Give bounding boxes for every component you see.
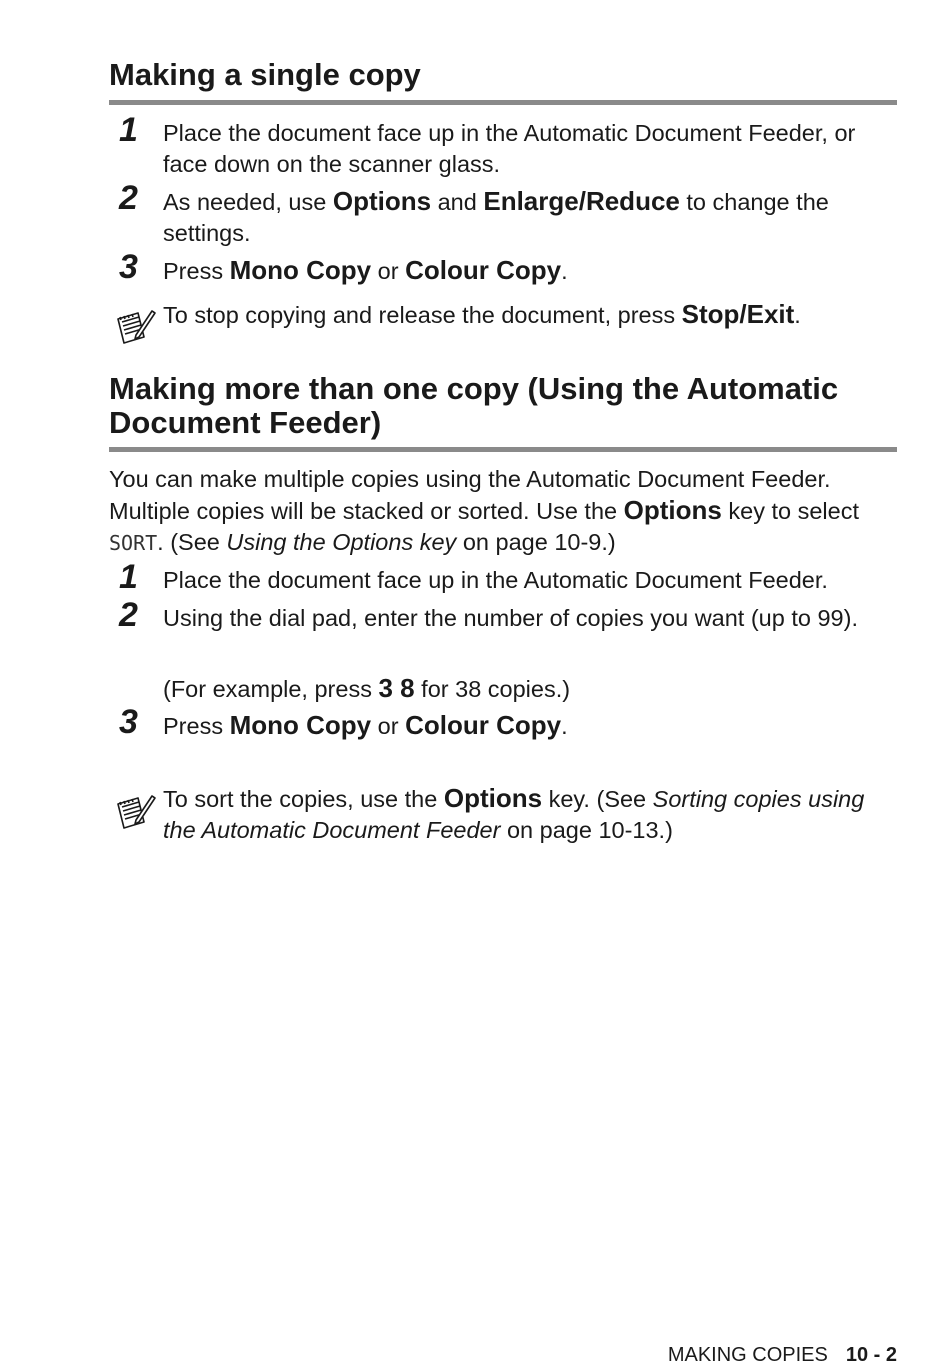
step-text: Press Mono Copy or Colour Copy. (163, 255, 568, 285)
page-number: 10 - 2 (845, 1344, 897, 1366)
step-number: 1 (119, 111, 138, 149)
lcd-text-sort: SORT (109, 531, 158, 555)
note-pad-icon (114, 790, 158, 834)
key-colour-copy: Colour Copy (405, 255, 562, 285)
key-enlarge-reduce: Enlarge/Reduce (483, 186, 680, 216)
step-number: 3 (119, 703, 138, 741)
page-footer (668, 1343, 897, 1367)
cross-reference: Sorting copies using the Automatic Document Feeder (163, 786, 865, 843)
note-pad-icon (114, 305, 158, 349)
note-text: To stop copying and release the document, press Stop/Exit. (163, 299, 801, 329)
step-text: Using the dial pad, enter the number of copies you want (up to 99). (163, 605, 858, 631)
key-options: Options (332, 186, 432, 216)
step-text: As needed, use Options and Enlarge/Reduce to change the settings. (163, 186, 829, 246)
chapter-title: MAKING COPIES (667, 1344, 828, 1366)
intro-paragraph: You can make multiple copies using the Automatic Document Feeder. Multiple copies will be stacked or sorted. Use the Options key to select SORT. (See Using the Options key on page 10-9.) (109, 466, 859, 555)
step-number: 3 (119, 248, 138, 286)
key-colour-copy: Colour Copy (405, 710, 562, 740)
step-text: Place the document face up in the Automatic Document Feeder. (163, 567, 828, 593)
note-text: To sort the copies, use the Options key. (See Sorting copies using the Automatic Document Feeder on page 10-13.) (163, 783, 865, 843)
step-number: 2 (119, 596, 138, 634)
section-heading-single-copy: Making a single copy (109, 57, 421, 92)
key-mono-copy: Mono Copy (229, 710, 372, 740)
step-text: Place the document face up in the Automatic Document Feeder, or face down on the scanner glass. (163, 120, 856, 177)
heading-rule (109, 447, 897, 452)
key-mono-copy: Mono Copy (229, 255, 372, 285)
step-number: 2 (119, 179, 138, 217)
key-options: Options (443, 783, 543, 813)
section-heading-multiple-copies: Making more than one copy (Using the Automatic Document Feeder) (109, 371, 839, 440)
step-text: Press Mono Copy or Colour Copy. (163, 710, 568, 740)
cross-reference: Using the Options key (226, 529, 457, 555)
key-sequence: 3 8 (378, 673, 415, 703)
step-number: 1 (119, 558, 138, 596)
key-options: Options (623, 495, 722, 525)
heading-rule (109, 100, 897, 105)
example-text: (For example, press 3 8 for 38 copies.) (163, 673, 571, 703)
key-stop-exit: Stop/Exit (681, 299, 795, 329)
